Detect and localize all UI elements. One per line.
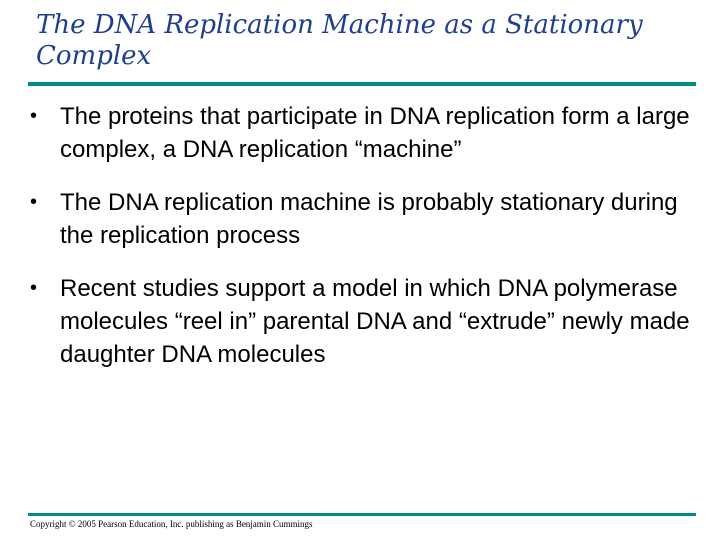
bullet-icon: •	[30, 191, 38, 213]
bullet-icon: •	[30, 277, 38, 299]
title-divider	[28, 82, 696, 86]
bullet-text: The DNA replication machine is probably stationary during the replication process	[60, 189, 678, 249]
bullet-item	[28, 272, 698, 371]
slide-title: The DNA Replication Machine as a Stationary Complex	[36, 10, 643, 71]
bullet-text: The proteins that participate in DNA replication form a large complex, a DNA replication “machine”	[60, 103, 690, 163]
bullet-item	[28, 100, 698, 166]
footer-divider	[28, 513, 696, 516]
bullet-icon: •	[30, 105, 38, 127]
copyright-notice: Copyright © 2005 Pearson Education, Inc. publishing as Benjamin Cummings	[30, 519, 313, 529]
bullet-item	[28, 186, 698, 252]
bullet-text: Recent studies support a model in which DNA polymerase molecules “reel in” parental DNA and “extrude” newly made daughter DNA molecules	[60, 275, 690, 368]
bullet-list	[28, 100, 698, 391]
